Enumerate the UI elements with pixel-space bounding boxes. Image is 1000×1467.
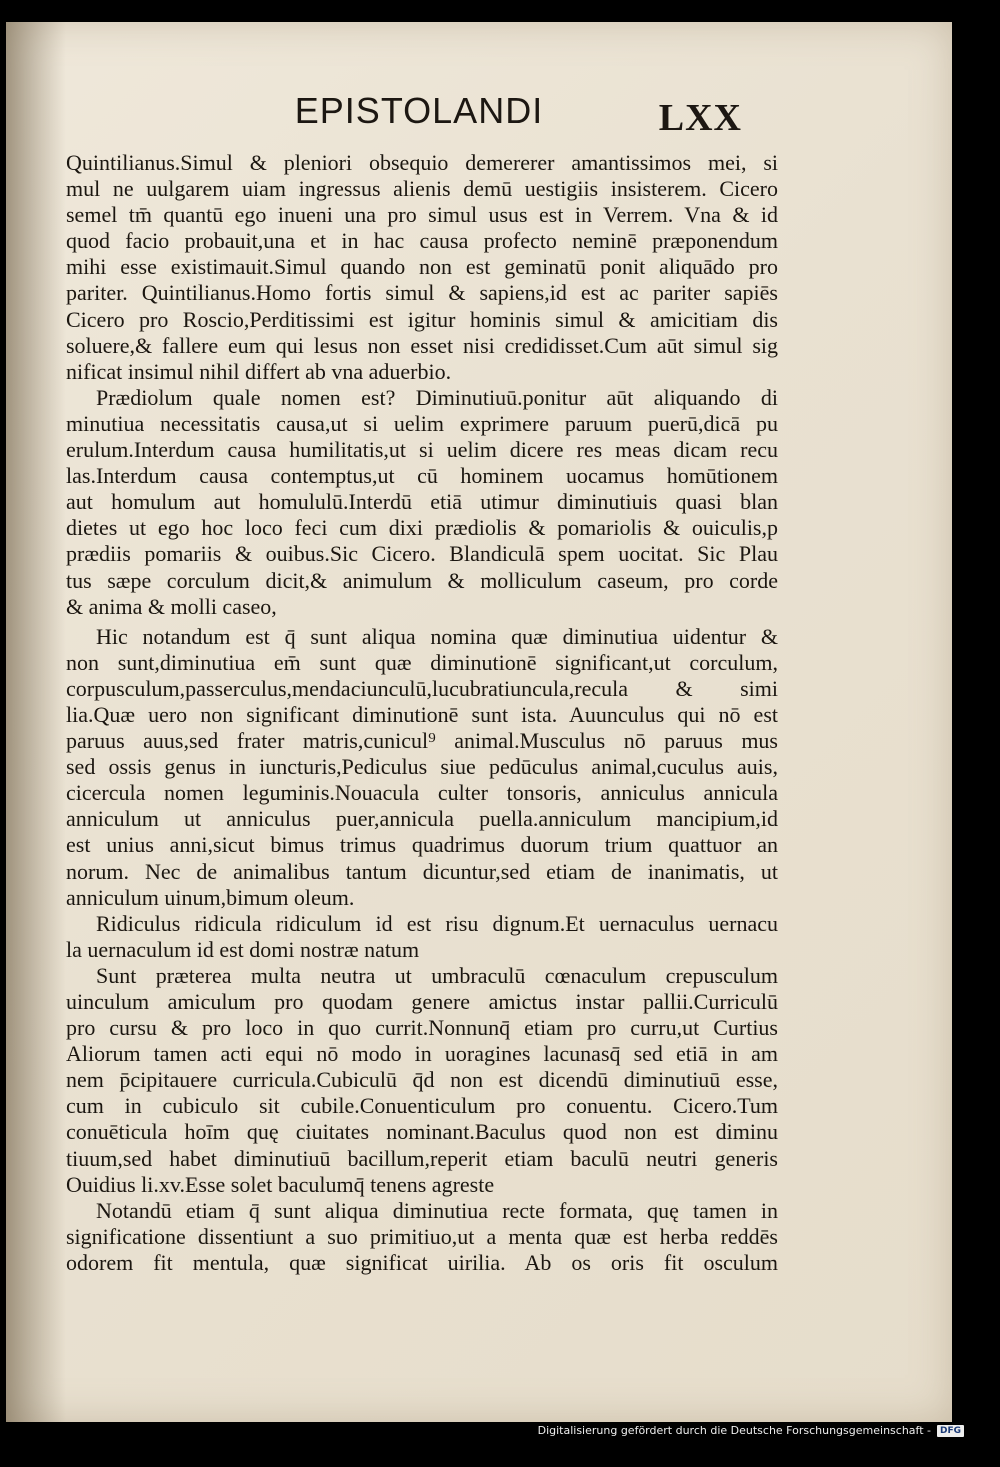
text-line: sed ossis genus in iuncturis,Pediculus siue pedūculus animal,cuculus auis, xyxy=(66,754,778,780)
dfg-logo: DFG xyxy=(937,1425,964,1437)
text-line: Ridiculus ridicula ridiculum id est risu dignum.Et uernaculus uernacu xyxy=(96,910,778,936)
text-line: quod facio probauit,una et in hac causa profecto neminē præponendum xyxy=(66,228,778,254)
text-line: Hic notandum est q̄ sunt aliqua nomina quæ diminutiua uidentur & xyxy=(96,623,778,649)
text-line: norum. Nec de animalibus tantum dicuntur,sed etiam de inanimatis, ut xyxy=(66,858,778,884)
text-line: las.Interdum causa contemptus,ut cū hominem uocamus homūtionem xyxy=(66,463,778,489)
credit-text: Digitalisierung gefördert durch die Deutsche Forschungsgemeinschaft - xyxy=(537,1424,931,1437)
running-head: EPISTOLANDI xyxy=(294,90,544,131)
text-line: Aliorum tamen acti equi nō modo in uoragines lacunasq̄ sed etiā in am xyxy=(66,1041,778,1067)
text-line: nificat insimul nihil differt ab vna aduerbio. xyxy=(66,358,452,384)
text-line: corpusculum,passerculus,mendaciunculū,lucubratiuncula,recula & simi xyxy=(66,675,778,701)
text-line: cum in cubiculo sit cubile.Conuenticulum pro conuentu. Cicero.Tum xyxy=(66,1093,778,1119)
text-line: Sunt præterea multa neutra ut umbraculū cœnaculum crepusculum xyxy=(96,962,778,988)
text-line: prædiis pomariis & ouibus.Sic Cicero. Blandiculā spem uocitat. Sic Plau xyxy=(66,541,778,567)
text-line: Cicero pro Roscio,Perditissimi est igitur hominis simul & amicitiam dis xyxy=(66,306,778,332)
text-line: Notandū etiam q̄ sunt aliqua diminutiua recte formata, quę tamen in xyxy=(96,1197,778,1223)
text-line: non sunt,diminutiua em̄ sunt quæ diminutionē significant,ut corculum, xyxy=(66,649,778,675)
text-line: paruus auus,sed frater matris,cunicul⁹ animal.Musculus nō paruus mus xyxy=(66,728,778,754)
text-line: est unius anni,sicut bimus trimus quadrimus duorum trium quattuor an xyxy=(66,832,778,858)
text-line: significatione dissentiunt a suo primitiuo,ut a menta quæ est herba reddēs xyxy=(66,1223,778,1249)
book-page xyxy=(6,22,952,1422)
text-line: & anima & molli caseo, xyxy=(66,593,277,619)
text-line: anniculum ut anniculus puer,annicula puella.anniculum mancipium,id xyxy=(66,806,778,832)
body-text xyxy=(66,150,778,1276)
text-line: semel tm̄ quantū ego inueni una pro simul usus est in Verrem. Vna & id xyxy=(66,202,778,228)
text-line: odorem fit mentula, quæ significat uirilia. Ab os oris fit osculum xyxy=(66,1249,778,1275)
text-line: minutiua necessitatis causa,ut si uelim exprimere paruum puerū,dicā pu xyxy=(66,410,778,436)
folio-number: LXX xyxy=(658,97,742,139)
text-line: cicercula nomen leguminis.Nouacula culter tonsoris, anniculus annicula xyxy=(66,780,778,806)
text-line: lia.Quæ uero non significant diminutionē sunt ista. Auunculus qui nō est xyxy=(66,701,778,727)
text-line: anniculum uinum,bimum oleum. xyxy=(66,884,355,910)
digitization-credit xyxy=(538,1424,964,1437)
text-line: mul ne uulgarem uiam ingressus alienis demū uestigiis insisterem. Cicero xyxy=(66,176,778,202)
text-line: Quintilianus.Simul & pleniori obsequio demererer amantissimos mei, si xyxy=(66,150,778,175)
text-line: conuēticula hoīm quę ciuitates nominant.Baculus quod non est diminu xyxy=(66,1119,778,1145)
text-line: soluere,& fallere eum qui lesus non esset nisi credidisset.Cum aūt simul sig xyxy=(66,332,778,358)
text-line: la uernaculum id est domi nostræ natum xyxy=(66,936,420,962)
text-line: Prædiolum quale nomen est? Diminutiuū.ponitur aūt aliquando di xyxy=(96,384,778,410)
text-line: tus sæpe corculum dicit,& animulum & molliculum caseum, pro corde xyxy=(66,567,778,593)
text-line: dietes ut ego hoc loco feci cum dixi prædiolis & pomariolis & ouiculis,p xyxy=(66,515,778,541)
text-line: tiuum,sed habet diminutiuū bacillum,reperit etiam baculū neutri generis xyxy=(66,1145,778,1171)
text-line: pariter. Quintilianus.Homo fortis simul & sapiens,id est ac pariter sapiēs xyxy=(66,280,778,306)
text-line: aut homulum aut homululū.Interdū etiā utimur diminutiuis quasi blan xyxy=(66,489,778,515)
text-line: uinculum amiculum pro quodam genere amictus instar pallii.Curriculū xyxy=(66,989,778,1014)
text-line: mihi esse existimauit.Simul quando non est geminatū ponit aliquādo pro xyxy=(66,254,778,280)
text-line: erulum.Interdum causa humilitatis,ut si uelim dicere res meas dicam recu xyxy=(66,437,778,463)
text-line: nem p̄cipitauere curricula.Cubiculū q̄d non est dicendū diminutiuū esse, xyxy=(66,1067,778,1093)
text-line: pro cursu & pro loco in quo currit.Nonnunq̄ etiam pro curru,ut Curtius xyxy=(66,1015,778,1041)
text-line: Ouidius li.xv.Esse solet baculumq̄ tenens agreste xyxy=(66,1171,495,1197)
